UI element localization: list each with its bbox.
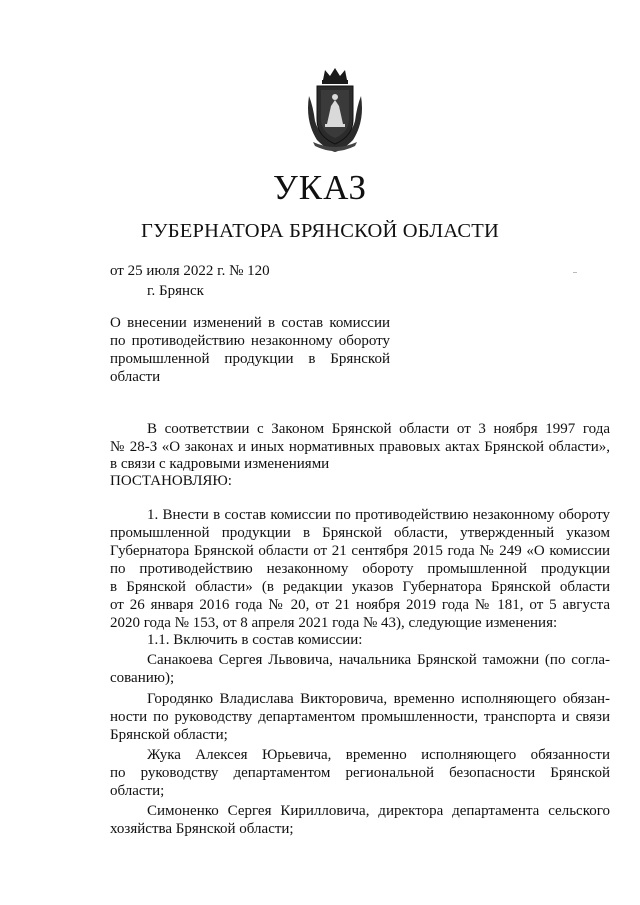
item-1-line: от 26 января 2016 года № 20, от 21 ноября 2019 года № 181, от 5 августа bbox=[110, 597, 610, 613]
decree-word: ПОСТАНОВЛЯЮ: bbox=[110, 473, 232, 489]
item-1-line: в Брянской области» (в редакции указов Губернатора Брянской области bbox=[110, 579, 610, 595]
member-entry-line: Симоненко Сергея Кирилловича, директора департамента сельского bbox=[147, 803, 610, 819]
crown-icon bbox=[322, 68, 348, 84]
document-title: УКАЗ bbox=[272, 168, 368, 207]
member-entry-line: по руководству департаментом региональной безопасности Брянской bbox=[110, 765, 610, 781]
subject-line: промышленной продукции в Брянской bbox=[110, 351, 390, 367]
member-entry-line: Жука Алексея Юрьевича, временно исполняющего обязанности bbox=[147, 747, 610, 763]
scan-mark bbox=[573, 272, 577, 273]
preamble-line: № 28-З «О законах и иных нормативных правовых актах Брянской области», bbox=[110, 439, 610, 455]
member-entry-line: области; bbox=[110, 783, 165, 799]
subject-line: по противодействию незаконному обороту bbox=[110, 333, 390, 349]
item-1-line: промышленной продукции в Брянской области, утвержденный указом bbox=[110, 525, 610, 541]
subject-line: области bbox=[110, 369, 161, 385]
item-1-1-heading: 1.1. Включить в состав комиссии: bbox=[147, 632, 363, 648]
decree-date-number: от 25 июля 2022 г. № 120 bbox=[110, 263, 270, 279]
item-1-line: Губернатора Брянской области от 21 сентября 2015 года № 249 «О комиссии bbox=[110, 543, 610, 559]
item-1-line: 2020 года № 153, от 8 апреля 2021 года № 43), следующие изменения: bbox=[110, 615, 558, 631]
document-subtitle: ГУБЕРНАТОРА БРЯНСКОЙ ОБЛАСТИ bbox=[141, 220, 499, 242]
preamble-line: в связи с кадровыми изменениями bbox=[110, 456, 330, 472]
member-entry-line: сованию); bbox=[110, 670, 175, 686]
coat-of-arms-emblem bbox=[303, 66, 367, 152]
member-entry-line: Санакоева Сергея Львовича, начальника Брянской таможни (по согла- bbox=[147, 652, 610, 668]
decree-city: г. Брянск bbox=[147, 283, 204, 299]
member-entry-line: Городянко Владислава Викторовича, временно исполняющего обязан- bbox=[147, 691, 610, 707]
preamble-line: В соответствии с Законом Брянской области от 3 ноября 1997 года bbox=[147, 421, 610, 437]
subject-line: О внесении изменений в состав комиссии bbox=[110, 315, 390, 331]
item-1-line: 1. Внести в состав комиссии по противодействию незаконному обороту bbox=[147, 507, 610, 523]
member-entry-line: хозяйства Брянской области; bbox=[110, 821, 294, 837]
item-1-line: по противодействию незаконному обороту промышленной продукции bbox=[110, 561, 610, 577]
member-entry-line: Брянской области; bbox=[110, 727, 228, 743]
member-entry-line: ности по руководству департаментом промышленности, транспорта и связи bbox=[110, 709, 610, 725]
